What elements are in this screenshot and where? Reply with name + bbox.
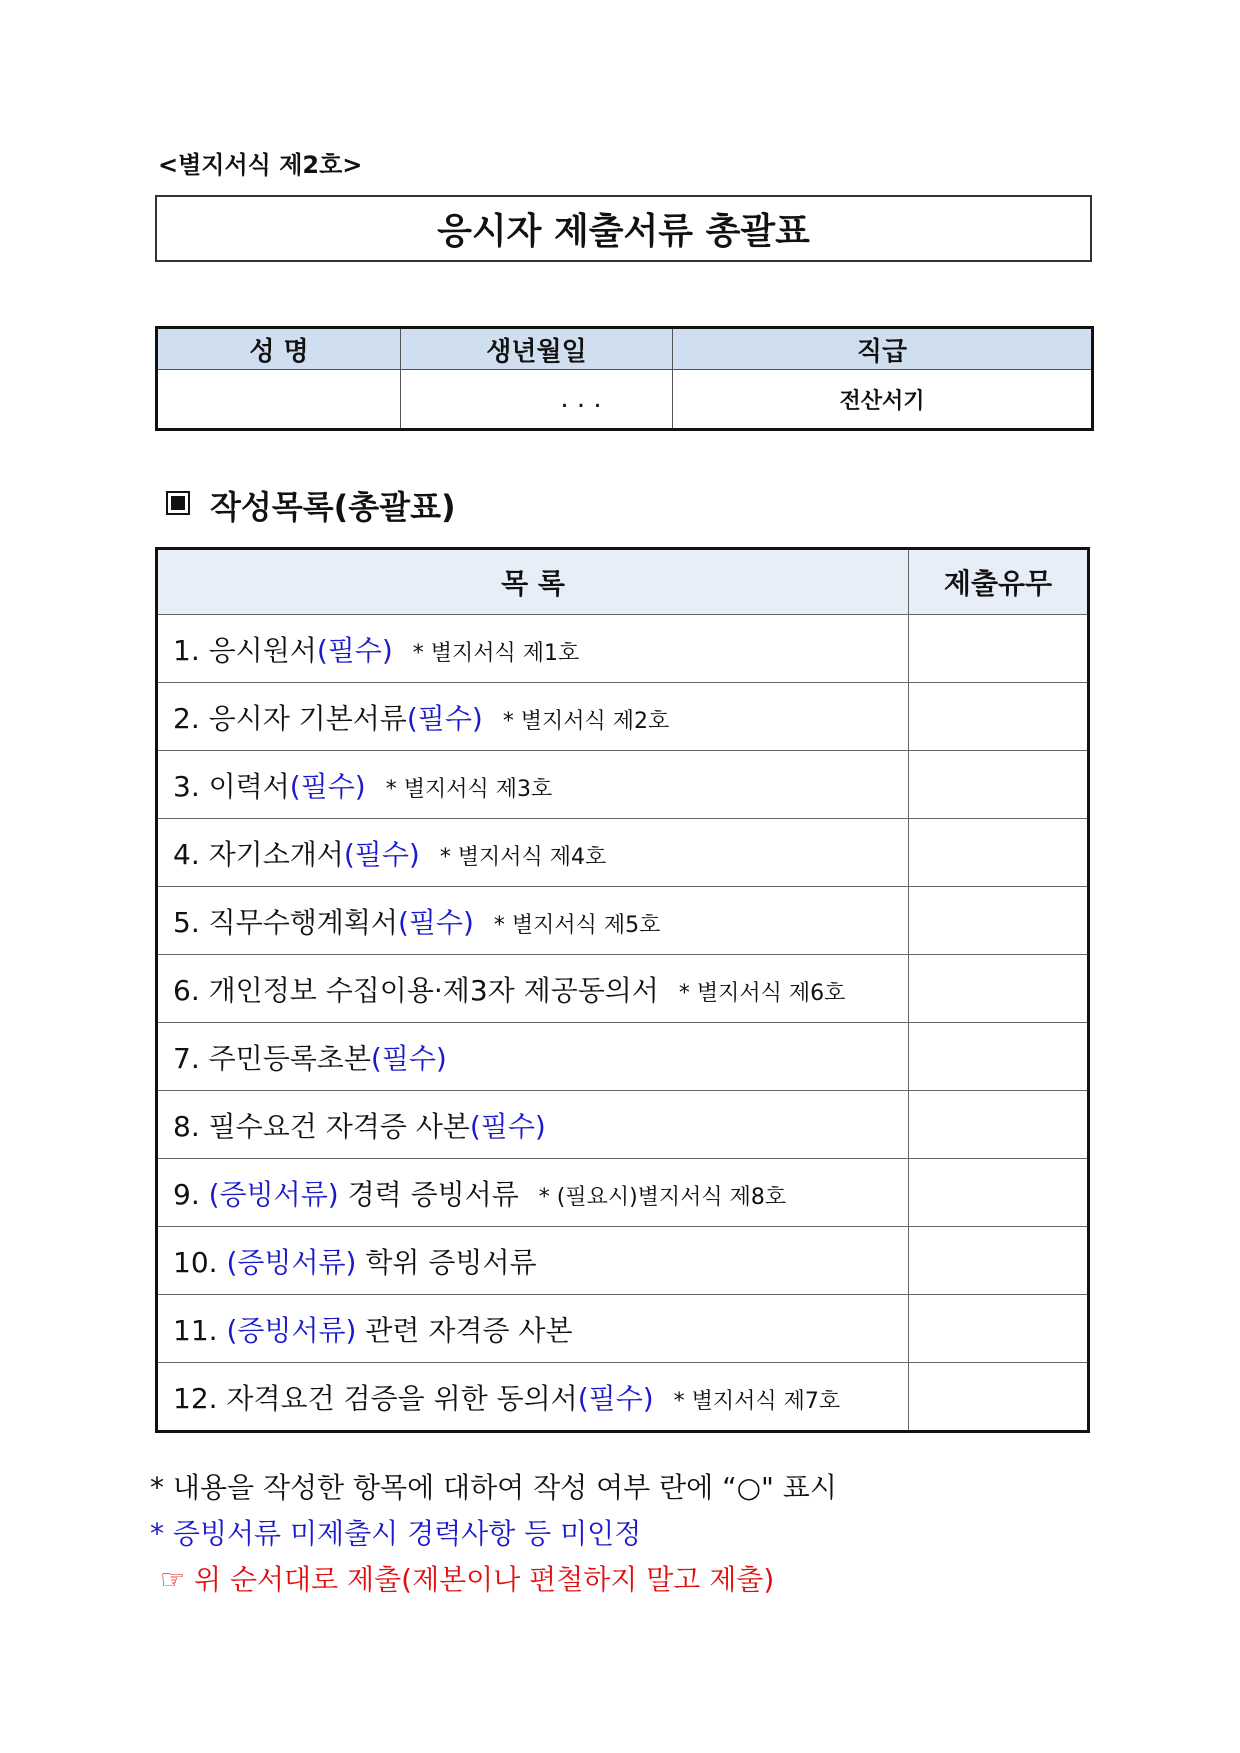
footnote-evidence: * 증빙서류 미제출시 경력사항 등 미인정 [150,1517,642,1550]
submitted-cell[interactable] [909,1159,1089,1227]
row-note: * 별지서식 제7호 [673,1388,841,1414]
header-list: 목 록 [157,549,909,615]
submitted-cell[interactable] [909,615,1089,683]
row-tag: (증빙서류) [226,1245,357,1279]
table-row [157,1227,1089,1295]
section-title: 작성목록(총괄표) [210,488,456,526]
submitted-cell[interactable] [909,1023,1089,1091]
row-label: 6. 개인정보 수집이용·제3자 제공동의서 [173,973,659,1007]
submitted-cell[interactable] [909,819,1089,887]
row-item [157,751,909,819]
row-tag: (필수) [316,633,393,667]
header-birthdate: 생년월일 [401,328,673,370]
row-item [157,1159,909,1227]
header-position: 직급 [673,328,1093,370]
row-tag: (증빙서류) [208,1177,339,1211]
row-label: 5. 직무수행계획서 [173,905,398,939]
row-label: 4. 자기소개서 [173,837,344,871]
square-bullet-icon [166,491,190,515]
row-note: * (필요시)별지서식 제8호 [538,1184,787,1210]
submitted-cell[interactable] [909,1363,1089,1432]
row-number: 10. [173,1245,227,1279]
row-label: 8. 필수요건 자격증 사본 [173,1109,470,1143]
row-note: * 별지서식 제5호 [493,912,661,938]
row-tag: (필수) [289,769,366,803]
document-title: 응시자 제출서류 총괄표 [155,195,1092,262]
row-note: * 별지서식 제3호 [385,776,553,802]
row-tag: (필수) [406,701,483,735]
submitted-cell[interactable] [909,683,1089,751]
footnote-mark: * 내용을 작성한 항목에 대하여 작성 여부 란에 “○" 표시 [150,1471,837,1504]
table-row [157,819,1089,887]
row-item [157,819,909,887]
footnote-order: ☞ 위 순서대로 제출(제본이나 편철하지 말고 제출) [160,1563,775,1596]
row-note: * 별지서식 제4호 [439,844,607,870]
birthdate-field[interactable]: . . . [401,370,673,430]
row-item [157,1363,909,1432]
table-row [157,955,1089,1023]
header-name: 성 명 [157,328,401,370]
table-row [157,1159,1089,1227]
row-item [157,955,909,1023]
row-item [157,683,909,751]
submitted-cell[interactable] [909,1227,1089,1295]
row-tag: (필수) [397,905,474,939]
name-field[interactable] [157,370,401,430]
row-label: 2. 응시자 기본서류 [173,701,407,735]
row-number: 11. [173,1313,227,1347]
table-row [157,751,1089,819]
row-label: 1. 응시원서 [173,633,317,667]
row-label: 경력 증빙서류 [338,1177,519,1211]
row-tag: (필수) [469,1109,546,1143]
row-label: 12. 자격요건 검증을 위한 동의서 [173,1381,578,1415]
submitted-cell[interactable] [909,751,1089,819]
row-label: 7. 주민등록초본 [173,1041,371,1075]
table-row [157,1363,1089,1432]
submitted-cell[interactable] [909,955,1089,1023]
table-row [157,1023,1089,1091]
table-row [157,1091,1089,1159]
form-number: <별지서식 제2호> [158,151,363,179]
row-item [157,1091,909,1159]
position-value: 전산서기 [673,370,1093,430]
row-item [157,1227,909,1295]
row-note: * 별지서식 제1호 [412,640,580,666]
row-tag: (필수) [577,1381,654,1415]
row-item [157,615,909,683]
document-checklist-table [155,547,1090,1433]
submitted-cell[interactable] [909,1295,1089,1363]
applicant-info-table [155,326,1094,431]
row-item [157,887,909,955]
row-note: * 별지서식 제6호 [678,980,846,1006]
table-row [157,887,1089,955]
row-tag: (증빙서류) [226,1313,357,1347]
submitted-cell[interactable] [909,887,1089,955]
row-number: 9. [173,1177,209,1211]
table-row [157,683,1089,751]
table-row [157,1295,1089,1363]
row-label: 학위 증빙서류 [356,1245,537,1279]
row-label: 관련 자격증 사본 [356,1313,573,1347]
row-label: 3. 이력서 [173,769,290,803]
section-heading [166,482,456,528]
row-item [157,1295,909,1363]
submitted-cell[interactable] [909,1091,1089,1159]
row-item [157,1023,909,1091]
row-note: * 별지서식 제2호 [502,708,670,734]
row-tag: (필수) [343,837,420,871]
row-tag: (필수) [370,1041,447,1075]
header-submitted: 제출유무 [909,549,1089,615]
table-row [157,615,1089,683]
